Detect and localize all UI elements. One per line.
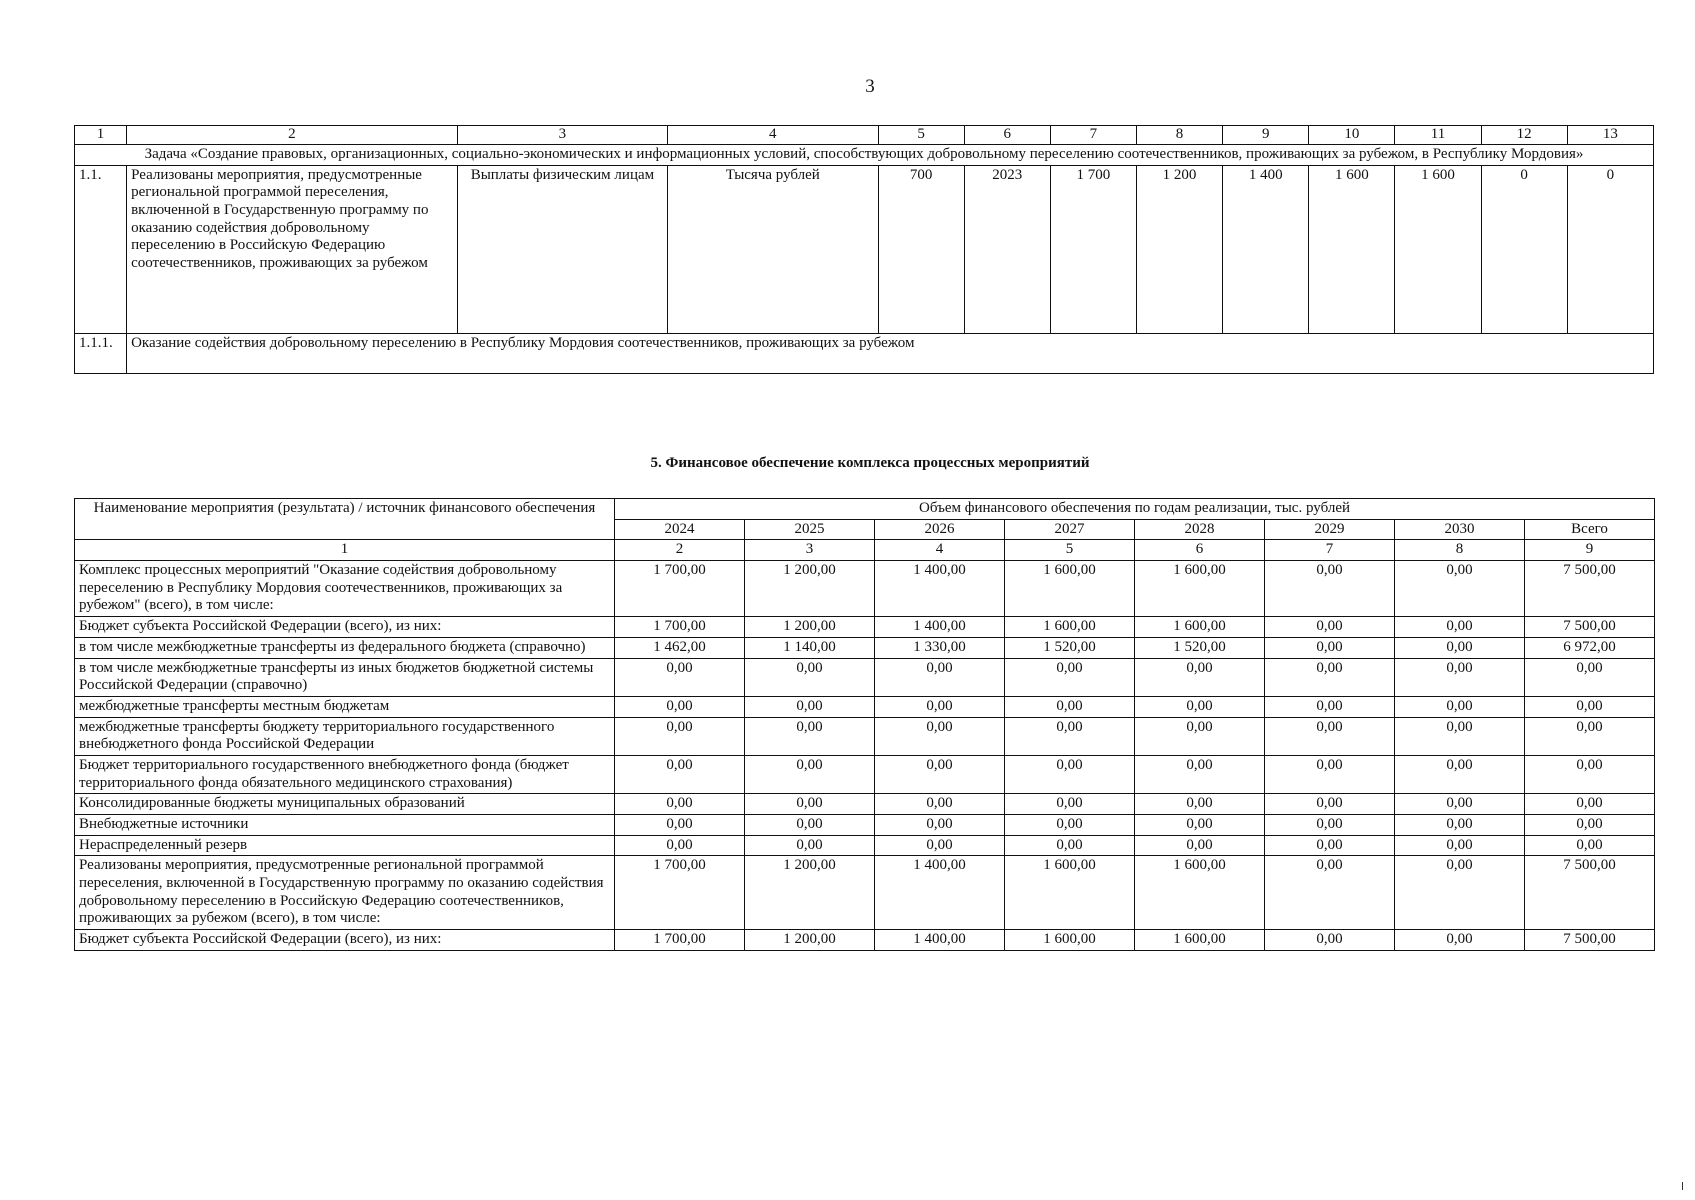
value-cell: 0,00 xyxy=(1265,696,1395,717)
value-cell: 0,00 xyxy=(1265,755,1395,793)
value-cell: 1 600,00 xyxy=(1135,930,1265,951)
value-cell: 0,00 xyxy=(745,794,875,815)
scan-mark xyxy=(1682,1182,1683,1190)
value-cell: 0,00 xyxy=(615,696,745,717)
value-cell: 0,00 xyxy=(1135,755,1265,793)
value-cell: 0,00 xyxy=(1135,658,1265,696)
value-cell: 0,00 xyxy=(1395,696,1525,717)
row-name: Бюджет территориального государственного внебюджетного фонда (бюджет территориального фонда обязательного медицинского страхования) xyxy=(75,755,615,793)
value-cell: 0,00 xyxy=(745,755,875,793)
header-name: Наименование мероприятия (результата) / источник финансового обеспечения xyxy=(75,499,615,540)
column-number: 2 xyxy=(127,126,458,145)
column-number: 4 xyxy=(875,540,1005,561)
financing-rows xyxy=(75,561,1655,951)
value-cell: 0 xyxy=(1481,165,1567,333)
value-cell: 1 200,00 xyxy=(745,856,875,930)
value-cell: 0,00 xyxy=(875,658,1005,696)
total-cell: 0,00 xyxy=(1525,835,1655,856)
value-cell: 0,00 xyxy=(875,717,1005,755)
value-cell: 0,00 xyxy=(1395,637,1525,658)
table-row xyxy=(75,617,1655,638)
subtask-text: Оказание содействия добровольному переселению в Республику Мордовия соотечественников, проживающих за рубежом xyxy=(127,333,1654,373)
value-cell: 0,00 xyxy=(1265,617,1395,638)
value-cell: 0,00 xyxy=(1265,561,1395,617)
table-row xyxy=(75,856,1655,930)
value-cell: 0,00 xyxy=(745,696,875,717)
row-name: Реализованы мероприятия, предусмотренные региональной программой переселения, включенной в Государственную программу по оказанию содействия добровольному переселению в Российскую Федерацию соотечественников, проживающих за рубежом (всего), в том числе: xyxy=(75,856,615,930)
value-cell: 0,00 xyxy=(615,658,745,696)
value-cell: 0,00 xyxy=(1395,835,1525,856)
value-cell: 0,00 xyxy=(1395,658,1525,696)
value-cell: 1 400,00 xyxy=(875,617,1005,638)
value-cell: 0,00 xyxy=(615,835,745,856)
value-cell: 0,00 xyxy=(875,755,1005,793)
value-cell: 0,00 xyxy=(1135,696,1265,717)
table-row xyxy=(75,815,1655,836)
table-row xyxy=(75,717,1655,755)
total-cell: 7 500,00 xyxy=(1525,617,1655,638)
value-cell: 1 200 xyxy=(1136,165,1222,333)
base-year: 2023 xyxy=(964,165,1050,333)
value-cell: 0,00 xyxy=(1135,815,1265,836)
row-number: 1.1. xyxy=(75,165,127,333)
column-number: 12 xyxy=(1481,126,1567,145)
value-cell: 0,00 xyxy=(1005,717,1135,755)
value-cell: 0,00 xyxy=(1265,856,1395,930)
value-cell: 1 700,00 xyxy=(615,856,745,930)
value-cell: 0,00 xyxy=(1395,815,1525,836)
header-row xyxy=(75,499,1655,520)
total-cell: 7 500,00 xyxy=(1525,930,1655,951)
value-cell: 0,00 xyxy=(615,815,745,836)
header-volume: Объем финансового обеспечения по годам реализации, тыс. рублей xyxy=(615,499,1655,520)
row-name: Комплекс процессных мероприятий "Оказание содействия добровольному переселению в Республику Мордовия соотечественников, проживающих за рубежом" (всего), в том числе: xyxy=(75,561,615,617)
table-row xyxy=(75,696,1655,717)
value-cell: 0,00 xyxy=(1395,617,1525,638)
value-cell: 0,00 xyxy=(1395,717,1525,755)
column-number: 6 xyxy=(964,126,1050,145)
value-cell: 0,00 xyxy=(1265,930,1395,951)
value-cell: 0,00 xyxy=(1395,794,1525,815)
row-name: в том числе межбюджетные трансферты из федерального бюджета (справочно) xyxy=(75,637,615,658)
value-cell: 1 600,00 xyxy=(1135,617,1265,638)
column-number: 1 xyxy=(75,126,127,145)
value-cell: 1 600,00 xyxy=(1135,856,1265,930)
total-cell: 0,00 xyxy=(1525,717,1655,755)
row-number: 1.1.1. xyxy=(75,333,127,373)
value-cell: 0,00 xyxy=(1265,835,1395,856)
table-row xyxy=(75,755,1655,793)
unit: Тысяча рублей xyxy=(668,165,878,333)
value-cell: 1 200,00 xyxy=(745,930,875,951)
value-cell: 0,00 xyxy=(1265,794,1395,815)
year-header: 2028 xyxy=(1135,519,1265,540)
value-cell: 1 400,00 xyxy=(875,856,1005,930)
task-row xyxy=(75,145,1654,166)
value-cell: 1 600 xyxy=(1309,165,1395,333)
table-row xyxy=(75,835,1655,856)
total-header: Всего xyxy=(1525,519,1655,540)
row-name: межбюджетные трансферты бюджету территориального государственного внебюджетного фонда Российской Федерации xyxy=(75,717,615,755)
subtask-row xyxy=(75,333,1654,373)
value-cell: 1 140,00 xyxy=(745,637,875,658)
year-header: 2029 xyxy=(1265,519,1395,540)
column-number: 4 xyxy=(668,126,878,145)
column-number: 9 xyxy=(1525,540,1655,561)
total-cell: 0,00 xyxy=(1525,794,1655,815)
table-row xyxy=(75,658,1655,696)
value-cell: 0,00 xyxy=(615,717,745,755)
row-name: Внебюджетные источники xyxy=(75,815,615,836)
column-number-row xyxy=(75,126,1654,145)
year-header: 2027 xyxy=(1005,519,1135,540)
column-number: 2 xyxy=(615,540,745,561)
column-number: 5 xyxy=(1005,540,1135,561)
value-cell: 1 400 xyxy=(1223,165,1309,333)
total-cell: 7 500,00 xyxy=(1525,856,1655,930)
year-header: 2025 xyxy=(745,519,875,540)
value-cell: 0,00 xyxy=(1005,755,1135,793)
value-cell: 0,00 xyxy=(745,835,875,856)
value-cell: 0,00 xyxy=(1135,717,1265,755)
value-cell: 1 400,00 xyxy=(875,561,1005,617)
value-cell: 1 600,00 xyxy=(1005,617,1135,638)
column-number-row xyxy=(75,540,1655,561)
column-number: 9 xyxy=(1223,126,1309,145)
total-cell: 6 972,00 xyxy=(1525,637,1655,658)
value-cell: 0,00 xyxy=(615,755,745,793)
row-name: Консолидированные бюджеты муниципальных образований xyxy=(75,794,615,815)
value-cell: 1 600,00 xyxy=(1005,561,1135,617)
value-cell: 0,00 xyxy=(1395,561,1525,617)
value-cell: 0,00 xyxy=(745,815,875,836)
value-cell: 0,00 xyxy=(615,794,745,815)
value-cell: 1 700,00 xyxy=(615,930,745,951)
year-header: 2024 xyxy=(615,519,745,540)
value-cell: 0,00 xyxy=(1135,835,1265,856)
financing-table xyxy=(74,498,1655,951)
value-cell: 0,00 xyxy=(1005,794,1135,815)
column-number: 3 xyxy=(457,126,667,145)
indicators-table xyxy=(74,125,1654,374)
section-title: 5. Финансовое обеспечение комплекса процессных мероприятий xyxy=(650,455,1090,471)
value-cell: 0,00 xyxy=(1265,815,1395,836)
column-number: 8 xyxy=(1395,540,1525,561)
value-cell: 0,00 xyxy=(1005,815,1135,836)
year-header: 2026 xyxy=(875,519,1005,540)
value-cell: 1 330,00 xyxy=(875,637,1005,658)
value-cell: 1 520,00 xyxy=(1005,637,1135,658)
column-number: 1 xyxy=(75,540,615,561)
column-number: 7 xyxy=(1265,540,1395,561)
row-name: Бюджет субъекта Российской Федерации (всего), из них: xyxy=(75,930,615,951)
value-cell: 0,00 xyxy=(745,717,875,755)
table-row xyxy=(75,794,1655,815)
column-number: 10 xyxy=(1309,126,1395,145)
table-row xyxy=(75,637,1655,658)
value-cell: 1 700 xyxy=(1050,165,1136,333)
value-cell: 1 700,00 xyxy=(615,617,745,638)
total-cell: 0,00 xyxy=(1525,815,1655,836)
column-number: 11 xyxy=(1395,126,1481,145)
column-number: 3 xyxy=(745,540,875,561)
result-row xyxy=(75,165,1654,333)
value-cell: 0,00 xyxy=(1135,794,1265,815)
row-name: межбюджетные трансферты местным бюджетам xyxy=(75,696,615,717)
value-cell: 1 462,00 xyxy=(615,637,745,658)
value-cell: 0,00 xyxy=(1395,930,1525,951)
result-type: Выплаты физическим лицам xyxy=(457,165,667,333)
column-number: 6 xyxy=(1135,540,1265,561)
value-cell: 0 xyxy=(1567,165,1653,333)
column-number: 13 xyxy=(1567,126,1653,145)
value-cell: 0,00 xyxy=(1265,717,1395,755)
column-number: 8 xyxy=(1136,126,1222,145)
value-cell: 0,00 xyxy=(1005,658,1135,696)
base-value: 700 xyxy=(878,165,964,333)
task-text: Задача «Создание правовых, организационных, социально-экономических и информационных условий, способствующих добровольному переселению соотечественников, проживающих за рубежом, в Республику Мордовия» xyxy=(75,145,1654,166)
value-cell: 0,00 xyxy=(875,835,1005,856)
total-cell: 7 500,00 xyxy=(1525,561,1655,617)
year-header: 2030 xyxy=(1395,519,1525,540)
value-cell: 1 200,00 xyxy=(745,617,875,638)
column-number: 7 xyxy=(1050,126,1136,145)
value-cell: 1 700,00 xyxy=(615,561,745,617)
value-cell: 0,00 xyxy=(1005,835,1135,856)
table-row xyxy=(75,561,1655,617)
table-row xyxy=(75,930,1655,951)
value-cell: 0,00 xyxy=(1005,696,1135,717)
value-cell: 1 400,00 xyxy=(875,930,1005,951)
total-cell: 0,00 xyxy=(1525,658,1655,696)
value-cell: 0,00 xyxy=(1265,637,1395,658)
total-cell: 0,00 xyxy=(1525,696,1655,717)
value-cell: 0,00 xyxy=(745,658,875,696)
value-cell: 1 600,00 xyxy=(1135,561,1265,617)
row-name: в том числе межбюджетные трансферты из иных бюджетов бюджетной системы Российской Федерации (справочно) xyxy=(75,658,615,696)
row-name: Бюджет субъекта Российской Федерации (всего), из них: xyxy=(75,617,615,638)
page-number: 3 xyxy=(865,76,875,97)
value-cell: 0,00 xyxy=(1265,658,1395,696)
value-cell: 1 600,00 xyxy=(1005,856,1135,930)
value-cell: 1 520,00 xyxy=(1135,637,1265,658)
value-cell: 0,00 xyxy=(1395,755,1525,793)
value-cell: 0,00 xyxy=(875,815,1005,836)
value-cell: 0,00 xyxy=(875,794,1005,815)
total-cell: 0,00 xyxy=(1525,755,1655,793)
value-cell: 0,00 xyxy=(1395,856,1525,930)
column-number: 5 xyxy=(878,126,964,145)
value-cell: 0,00 xyxy=(875,696,1005,717)
value-cell: 1 600,00 xyxy=(1005,930,1135,951)
value-cell: 1 200,00 xyxy=(745,561,875,617)
value-cell: 1 600 xyxy=(1395,165,1481,333)
row-name: Нераспределенный резерв xyxy=(75,835,615,856)
result-name: Реализованы мероприятия, предусмотренные региональной программой переселения, включенной в Государственную программу по оказанию содействия добровольному переселению в Российскую Федерацию соотечественников, проживающих за рубежом xyxy=(127,165,458,333)
